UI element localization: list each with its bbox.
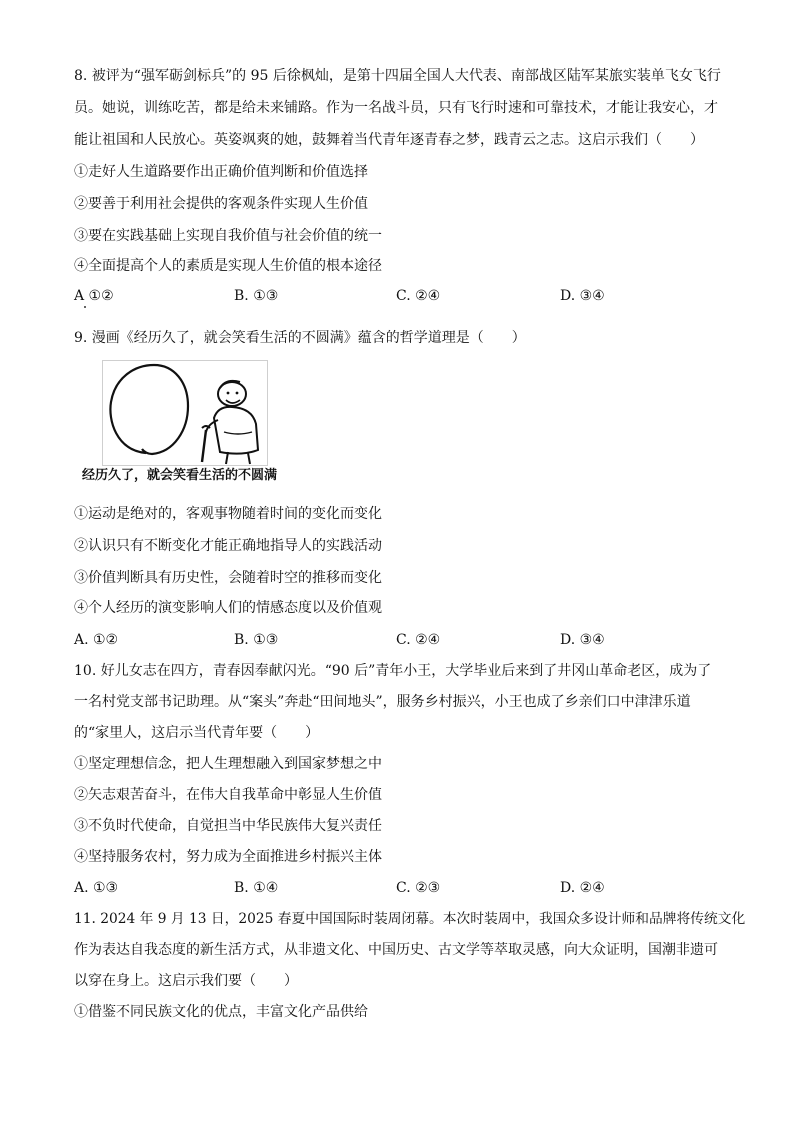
cartoon-caption: 经历久了，就会笑看生活的不圆满 <box>82 468 278 483</box>
cartoon-illustration <box>102 360 268 466</box>
q8-statement-1: ①走好人生道路要作出正确价值判断和价值选择 <box>74 164 368 180</box>
q10-option-b: B. ①④ <box>234 880 279 896</box>
q9-statement-4: ④个人经历的演变影响人们的情感态度以及价值观 <box>74 600 382 616</box>
q8-option-d: D. ③④ <box>560 288 605 304</box>
q8-option-a: A ①② <box>74 288 114 304</box>
q9-option-c: C. ②④ <box>396 632 441 648</box>
q10-option-a: A. ①③ <box>74 880 119 896</box>
q8-stem-line-1: 8. 被评为“强军砺剑标兵”的 95 后徐枫灿，是第十四届全国人大代表、南部战区陆军某旅实装单飞女飞行 <box>74 68 721 84</box>
q10-stem-line-1: 10. 好儿女志在四方，青春因奉献闪光。“90 后”青年小王，大学毕业后来到了井冈山革命老区，成为了 <box>74 663 712 679</box>
q11-stem-line-2: 作为表达自我态度的新生活方式，从非遗文化、中国历史、古文学等萃取灵感，向大众证明，国潮非遗可 <box>74 942 718 958</box>
q8-statement-3: ③要在实践基础上实现自我价值与社会价值的统一 <box>74 228 382 244</box>
q11-stem-line-3: 以穿在身上。这启示我们要（ ） <box>74 973 298 989</box>
q8-stem-line-3: 能让祖国和人民放心。英姿飒爽的她，鼓舞着当代青年逐青春之梦，践青云之志。这启示我们（ ） <box>74 132 704 148</box>
q10-stem-line-3: 的“家里人，这启示当代青年要（ ） <box>74 725 320 741</box>
q10-statement-1: ①坚定理想信念，把人生理想融入到国家梦想之中 <box>74 756 382 772</box>
q10-statement-3: ③不负时代使命，自觉担当中华民族伟大复兴责任 <box>74 818 382 834</box>
q10-statement-4: ④坚持服务农村，努力成为全面推进乡村振兴主体 <box>74 849 382 865</box>
q9-option-a: A. ①② <box>74 632 119 648</box>
q10-stem-line-2: 一名村党支部书记助理。从“案头”奔赴“田间地头”，服务乡村振兴，小王也成了乡亲们口中津津乐道 <box>74 694 691 710</box>
q8-stem-line-2: 员。她说，训练吃苦，都是给未来铺路。作为一名战斗员，只有飞行时速和可靠技术，才能让我安心，才 <box>74 100 718 116</box>
q9-stem-line-1: 9. 漫画《经历久了，就会笑看生活的不圆满》蕴含的哲学道理是（ ） <box>74 330 526 346</box>
q11-statement-1: ①借鉴不同民族文化的优点，丰富文化产品供给 <box>74 1004 368 1020</box>
q8-statement-2: ②要善于利用社会提供的客观条件实现人生价值 <box>74 196 368 212</box>
q8-option-b: B. ①③ <box>234 288 279 304</box>
q10-option-c: C. ②③ <box>396 880 441 896</box>
q9-option-b: B. ①③ <box>234 632 279 648</box>
q10-option-d: D. ②④ <box>560 880 605 896</box>
q9-statement-1: ①运动是绝对的，客观事物随着时间的变化而变化 <box>74 506 382 522</box>
q9-statement-3: ③价值判断具有历史性，会随着时空的推移而变化 <box>74 570 382 586</box>
q9-statement-2: ②认识只有不断变化才能正确地指导人的实践活动 <box>74 538 382 554</box>
q11-stem-line-1: 11. 2024 年 9 月 13 日，2025 春夏中国国际时装周闭幕。本次时装周中，我国众多设计师和品牌将传统文化 <box>74 911 746 927</box>
q8-option-c: C. ②④ <box>396 288 441 304</box>
stray-dot <box>84 306 86 308</box>
q10-statement-2: ②矢志艰苦奋斗，在伟大自我革命中彰显人生价值 <box>74 787 382 803</box>
q8-statement-4: ④全面提高个人的素质是实现人生价值的根本途径 <box>74 258 382 274</box>
q9-option-d: D. ③④ <box>560 632 605 648</box>
